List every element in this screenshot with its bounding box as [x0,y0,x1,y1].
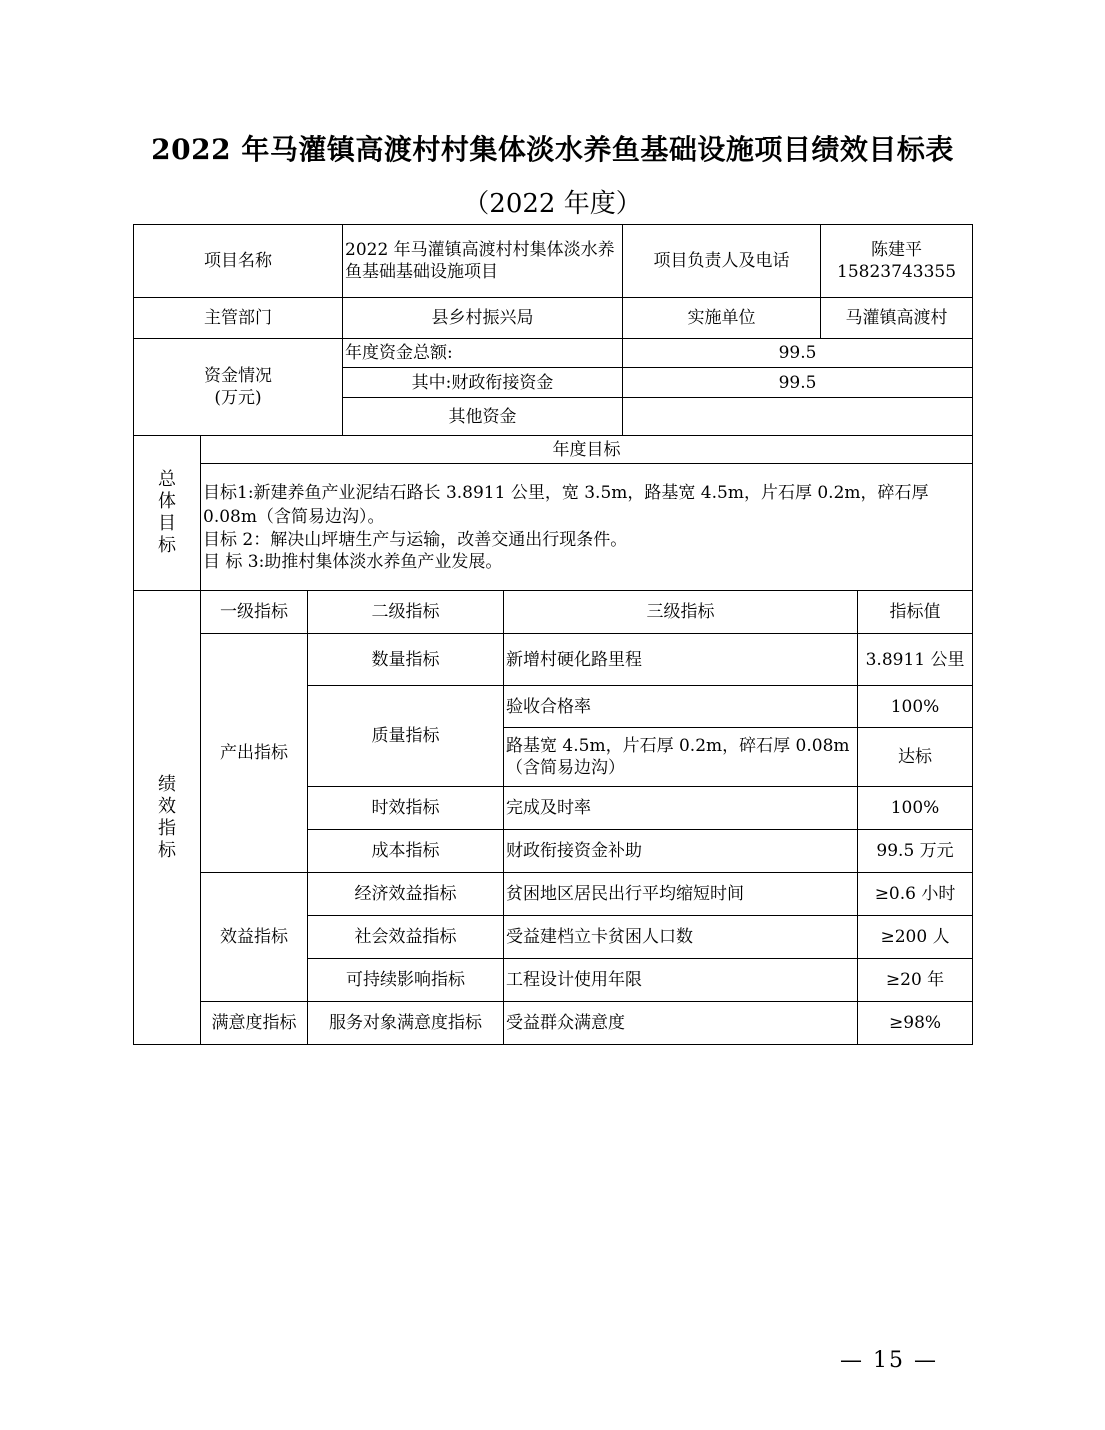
dept-value: 县乡村振兴局 [343,298,623,339]
goal-item-2: 目标 2：解决山坪塘生产与运输，改善交通出行现条件。 [203,530,628,550]
header-level2: 二级指标 [308,591,504,634]
fiscal-funds-value: 99.5 [623,368,973,398]
project-owner-value [821,225,973,298]
service-satisfaction-label: 服务对象满意度指标 [308,1002,504,1045]
sustainability-value: ≥20 年 [858,959,973,1002]
project-name-label: 项目名称 [134,225,343,298]
header-level1: 一级指标 [201,591,308,634]
header-value: 指标值 [858,591,973,634]
quantity-item: 新增村硬化路里程 [504,634,858,686]
quantity-value: 3.8911 公里 [858,634,973,686]
economic-indicator-label: 经济效益指标 [308,873,504,916]
fiscal-funds-label: 其中:财政衔接资金 [343,368,623,398]
sustainability-item: 工程设计使用年限 [504,959,858,1002]
timeliness-indicator-label: 时效指标 [308,787,504,830]
cost-value: 99.5 万元 [858,830,973,873]
social-value: ≥200 人 [858,916,973,959]
total-funds-label: 年度资金总额: [343,339,623,368]
social-indicator-label: 社会效益指标 [308,916,504,959]
quantity-indicator-label: 数量指标 [308,634,504,686]
performance-side-label: 绩 效 指 标 [134,591,201,1045]
economic-item: 贫困地区居民出行平均缩短时间 [504,873,858,916]
performance-target-table [133,224,973,1045]
impl-label: 实施单位 [623,298,821,339]
sustainability-indicator-label: 可持续影响指标 [308,959,504,1002]
timeliness-value: 100% [858,787,973,830]
service-satisfaction-value: ≥98% [858,1002,973,1045]
dept-label: 主管部门 [134,298,343,339]
economic-value: ≥0.6 小时 [858,873,973,916]
satisfaction-indicator-label: 满意度指标 [201,1002,308,1045]
owner-phone: 15823743355 [837,262,957,282]
other-funds-label: 其他资金 [343,398,623,436]
other-funds-value [623,398,973,436]
impl-value: 马灌镇高渡村 [821,298,973,339]
cost-indicator-label: 成本指标 [308,830,504,873]
social-item: 受益建档立卡贫困人口数 [504,916,858,959]
quality-item-1: 验收合格率 [504,686,858,728]
header-level3: 三级指标 [504,591,858,634]
cost-item: 财政衔接资金补助 [504,830,858,873]
goal-item-1: 目标1:新建养鱼产业泥结石路长 3.8911 公里，宽 3.5m，路基宽 4.5m，片石厚 0.2m，碎石厚 0.08m（含简易边沟）。 [203,483,929,527]
timeliness-item: 完成及时率 [504,787,858,830]
funds-label-line2: (万元) [214,388,262,408]
quality-value-2: 达标 [858,728,973,787]
document-title: 2022 年马灌镇高渡村村集体淡水养鱼基础设施项目绩效目标表 [151,133,954,166]
project-owner-label: 项目负责人及电话 [623,225,821,298]
overall-goals-side-label: 总 体 目 标 [134,436,201,591]
quality-value-1: 100% [858,686,973,728]
owner-name: 陈建平 [871,240,923,260]
goal-item-3: 目 标 3:助推村集体淡水养鱼产业发展。 [203,552,503,572]
annual-goals-header: 年度目标 [201,436,973,464]
quality-indicator-label: 质量指标 [308,686,504,787]
funds-label [134,339,343,436]
project-name-value: 2022 年马灌镇高渡村村集体淡水养鱼基础基础设施项目 [343,225,623,298]
funds-label-line1: 资金情况 [204,366,272,386]
output-indicator-label: 产出指标 [201,634,308,873]
benefit-indicator-label: 效益指标 [201,873,308,1002]
annual-goals-content [201,464,973,591]
total-funds-value: 99.5 [623,339,973,368]
quality-item-2: 路基宽 4.5m，片石厚 0.2m，碎石厚 0.08m（含简易边沟） [504,728,858,787]
document-subtitle: （2022 年度） [463,189,642,219]
page-number: — 15 — [840,1348,938,1373]
service-satisfaction-item: 受益群众满意度 [504,1002,858,1045]
